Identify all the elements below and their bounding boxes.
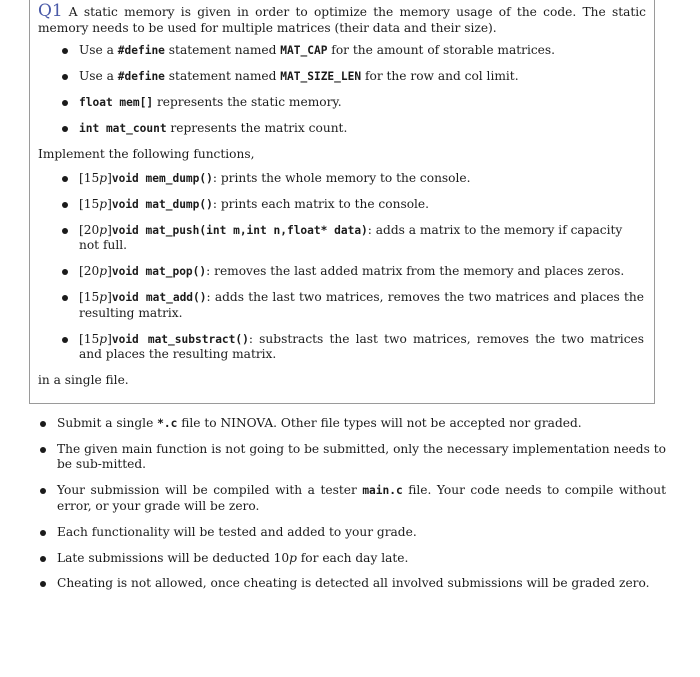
bullet-icon	[62, 176, 68, 182]
list-item: [20p]void mat_pop(): removes the last added matrix from the memory and places zeros.	[62, 264, 646, 280]
closing-text: in a single file.	[38, 372, 129, 387]
code-text: main.c	[362, 484, 403, 498]
function-signature: void mem_dump()	[111, 172, 213, 186]
points-label: [15p]	[79, 196, 112, 211]
points-label: [20p]	[79, 222, 112, 237]
bullet-icon	[62, 295, 68, 301]
list-item: Each functionality will be tested and added to your grade.	[40, 525, 666, 541]
bullet-icon	[62, 48, 68, 54]
bullet-icon	[40, 556, 46, 562]
list-item: Submit a single *.c file to NINOVA. Other file types will not be accepted nor graded.	[40, 416, 666, 432]
bullet-icon	[40, 421, 46, 427]
code-text: #define	[117, 69, 165, 83]
submission-rules-list	[40, 416, 666, 602]
question-intro-text: A static memory is given in order to optimize the memory usage of the code. The static memory needs to be used for multiple matrices (their data and their size).	[38, 5, 646, 35]
points-label: [15p]	[79, 290, 112, 305]
bullet-icon	[40, 447, 46, 453]
list-item: [15p]void mat_substract(): substracts the last two matrices, removes the two matrices and places the resulting matrix.	[62, 332, 646, 363]
points-label: [15p]	[79, 331, 112, 346]
list-item: [15p]void mat_dump(): prints each matrix to the console.	[62, 197, 646, 213]
function-signature: void mat_pop()	[111, 265, 207, 279]
code-text: MAT_CAP	[280, 44, 328, 57]
bullet-icon	[40, 488, 46, 494]
requirements-list	[38, 43, 646, 136]
question-intro	[38, 1, 646, 36]
function-signature: void mat_dump()	[111, 197, 213, 211]
list-item: [20p]void mat_push(int m,int n,float* data): adds a matrix to the memory if capacity not full.	[62, 223, 646, 254]
code-text: int mat_count	[79, 121, 167, 135]
code-text: MAT_SIZE_LEN	[280, 69, 362, 83]
bullet-icon	[40, 581, 46, 587]
bullet-icon	[62, 228, 68, 234]
list-item: Cheating is not allowed, once cheating is detected all involved submissions will be graded zero.	[40, 576, 666, 592]
list-item: Late submissions will be deducted 10p for each day late.	[40, 551, 666, 567]
bullet-icon	[62, 269, 68, 275]
question-number: Q1	[38, 1, 63, 21]
list-item: Use a #define statement named MAT_SIZE_LEN for the row and col limit.	[62, 69, 646, 85]
bullet-icon	[62, 337, 68, 343]
list-item: The given main function is not going to be submitted, only the necessary implementation needs to be sub-mitted.	[40, 442, 666, 473]
list-item: Your submission will be compiled with a tester main.c file. Your code needs to compile without error, or your grade will be zero.	[40, 483, 666, 514]
bullet-icon	[62, 202, 68, 208]
list-item: [15p]void mat_add(): adds the last two matrices, removes the two matrices and places the resulting matrix.	[62, 290, 646, 321]
bullet-icon	[62, 100, 68, 106]
implement-label: Implement the following functions,	[38, 146, 255, 161]
functions-list	[38, 171, 646, 362]
list-item: int mat_count represents the matrix count.	[62, 121, 646, 137]
points-label: [15p]	[79, 171, 112, 186]
code-text: *.c	[157, 417, 178, 430]
code-text: float mem[]	[79, 95, 154, 109]
function-signature: void mat_substract()	[111, 332, 249, 346]
function-signature: void mat_push(int m,int n,float* data)	[111, 223, 368, 237]
bullet-icon	[62, 74, 68, 80]
function-signature: void mat_add()	[111, 291, 207, 305]
bullet-icon	[40, 530, 46, 536]
question-box	[29, 0, 655, 404]
list-item: [15p]void mem_dump(): prints the whole memory to the console.	[62, 171, 646, 187]
list-item: Use a #define statement named MAT_CAP for the amount of storable matrices.	[62, 43, 646, 59]
code-text: #define	[117, 44, 165, 57]
bullet-icon	[62, 126, 68, 132]
points-label: [20p]	[79, 264, 112, 279]
list-item: float mem[] represents the static memory.	[62, 95, 646, 111]
